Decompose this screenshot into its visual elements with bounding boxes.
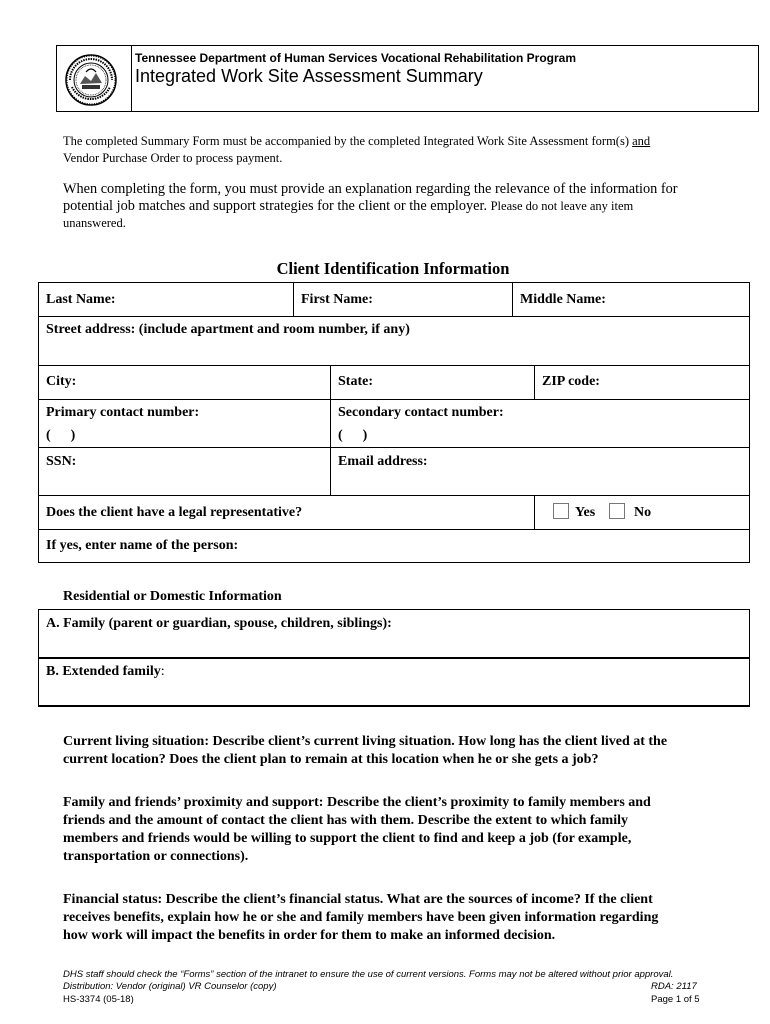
state-seal-icon <box>65 54 117 106</box>
footer-page-number: Page 1 of 5 <box>651 994 700 1005</box>
ssn-label: SSN: <box>46 454 77 469</box>
email-label: Email address: <box>338 454 428 469</box>
last-name-label: Last Name: <box>46 292 116 307</box>
form-title: Integrated Work Site Assessment Summary <box>135 66 483 86</box>
city-label: City: <box>46 374 77 389</box>
legal-rep-no-label: No <box>634 505 652 520</box>
intro-paragraph-1 <box>63 133 650 167</box>
state-label: State: <box>338 374 373 389</box>
intro-p2-line-1: When completing the form, you must provide an explanation regarding the relevance of the information for <box>63 181 678 197</box>
primary-contact-label: Primary contact number: <box>46 405 200 420</box>
financial-status-question: Financial status: Describe the client’s financial status. What are the sources of income? If the client receives benefits, explain how he or she and family members have been given information regarding how work will impact the benefits in order for them to make an informed decision. <box>63 892 659 943</box>
footer-form-number: HS-3374 (05-18) <box>63 994 134 1005</box>
legal-rep-name-label: If yes, enter name of the person: <box>46 538 239 553</box>
legal-rep-no-checkbox[interactable] <box>609 503 625 519</box>
intro-p2-line-3: unanswered. <box>63 216 126 230</box>
primary-contact-parens: ( ) <box>46 428 76 443</box>
zip-code-label: ZIP code: <box>542 374 600 389</box>
current-living-situation-question: Current living situation: Describe client’s current living situation. How long has the client lived at the current location? Does the client plan to remain at this location when he or she gets a job? <box>63 734 668 767</box>
intro-paragraph-2 <box>63 181 678 232</box>
residential-section-title: Residential or Domestic Information <box>63 589 282 604</box>
family-label: A. Family (parent or guardian, spouse, children, siblings): <box>46 616 392 631</box>
family-friends-support-question: Family and friends’ proximity and support: Describe the client’s proximity to family members and friends and the amount of contact the client has with them. Describe the extent to which family members and friends would be willing to support the client to find and keep a job (for example, transportation or connections). <box>63 795 651 864</box>
agency-name: Tennessee Department of Human Services Vocational Rehabilitation Program <box>135 51 577 65</box>
middle-name-label: Middle Name: <box>520 292 606 307</box>
legal-rep-yes-checkbox[interactable] <box>553 503 569 519</box>
first-name-label: First Name: <box>301 292 373 307</box>
footer-distribution: Distribution: Vendor (original) VR Counselor (copy) <box>63 981 277 992</box>
secondary-contact-label: Secondary contact number: <box>338 405 504 420</box>
intro-p2-note: Please do not leave any item <box>490 199 634 213</box>
client-identification-title: Client Identification Information <box>276 259 510 278</box>
legal-rep-yes-label: Yes <box>575 505 596 520</box>
secondary-contact-parens: ( ) <box>338 428 368 443</box>
extended-family-label: B. Extended family: <box>46 664 165 679</box>
legal-representative-question: Does the client have a legal representative? <box>46 505 303 520</box>
intro-text-line-2: Vendor Purchase Order to process payment. <box>63 151 283 165</box>
footer-rda: RDA: 2117 <box>651 981 697 992</box>
header-divider <box>131 46 132 111</box>
intro-p2-line-2: potential job matches and support strategies for the client or the employer. <box>63 198 488 214</box>
intro-text: The completed Summary Form must be accompanied by the completed Integrated Work Site Assessment form(s) <box>63 134 633 148</box>
intro-and-underlined: and <box>632 134 651 148</box>
footer-notice: DHS staff should check the “Forms” section of the intranet to ensure the use of current versions. Forms may not be altered without prior approval. <box>63 969 674 980</box>
street-address-label: Street address: (include apartment and room number, if any) <box>46 322 410 337</box>
